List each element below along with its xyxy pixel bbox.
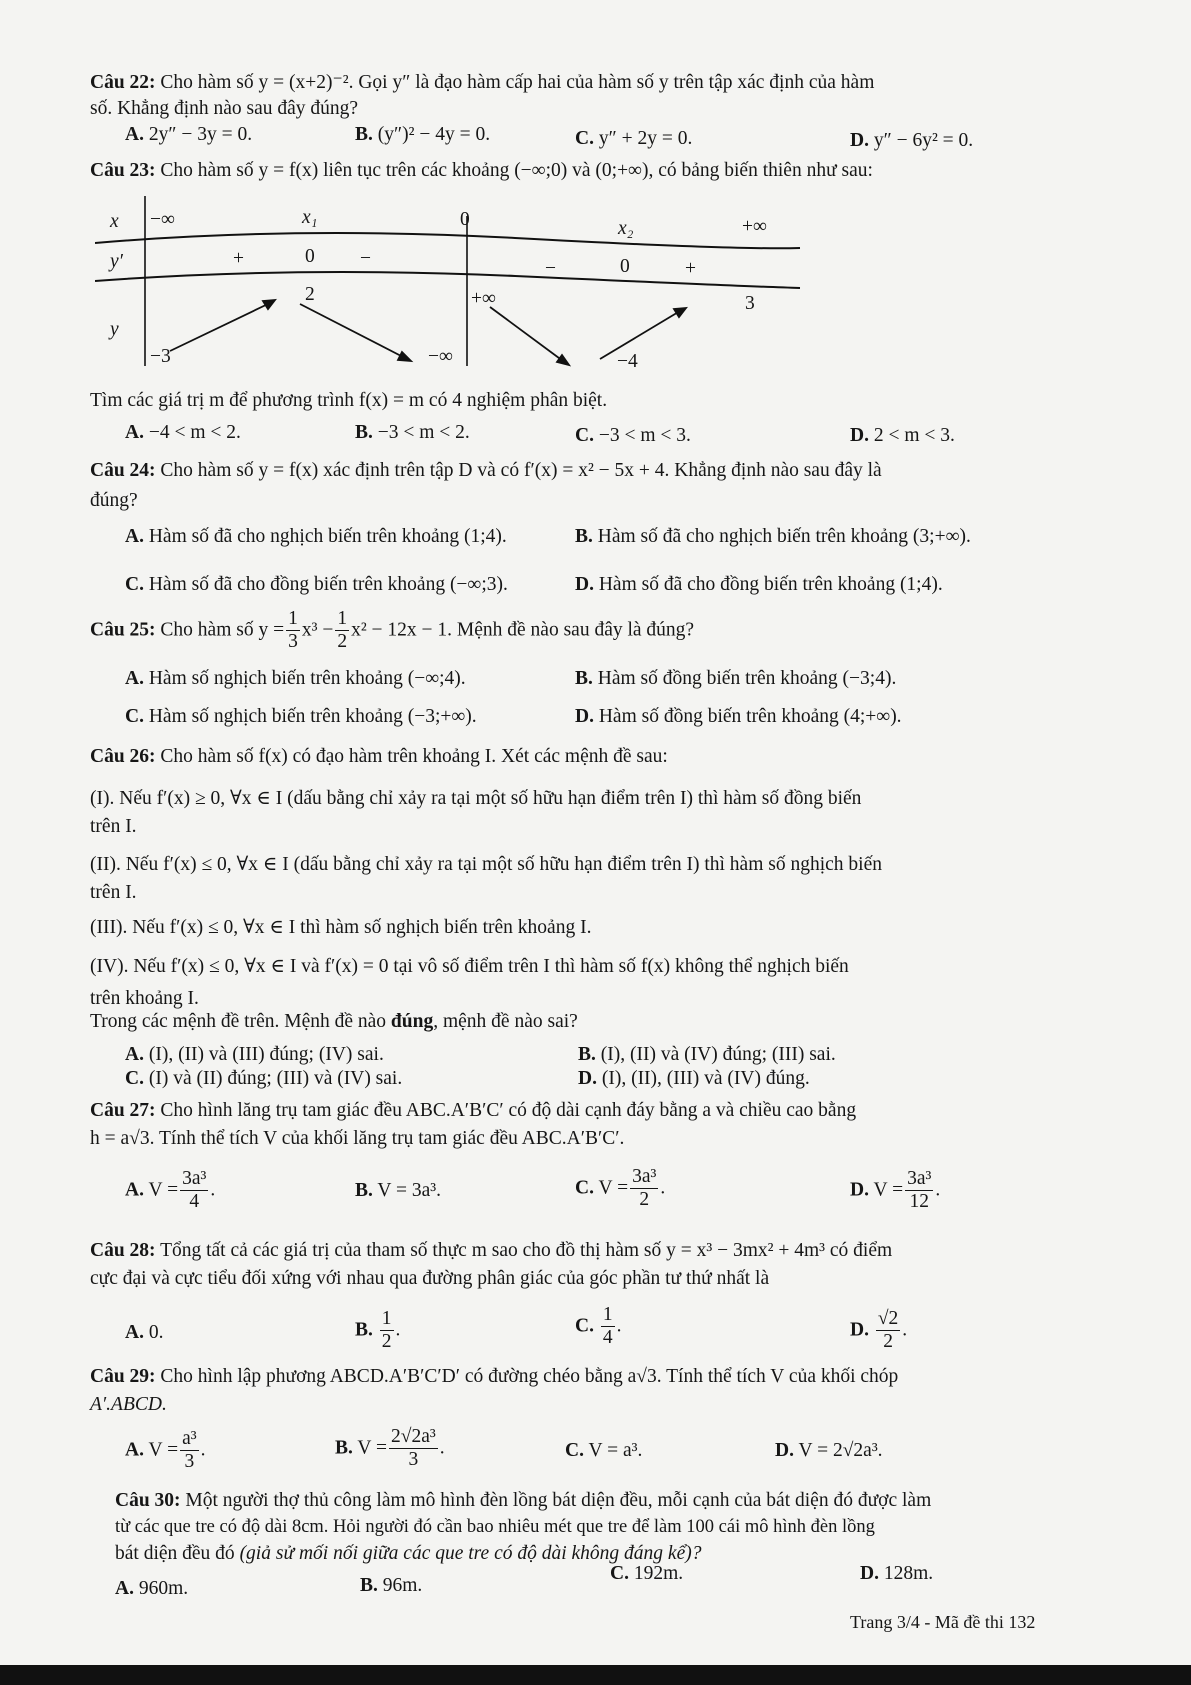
q29-option-a: A. V = $\frac{\text{a³}}{3}$ . [125,1428,206,1473]
y-val: −∞ [428,346,453,367]
q23-line2: Tìm các giá trị m để phương trình f(x) = m có 4 nghiệm phân biệt. [90,390,608,411]
question-text: Cho hàm số y = (x+2)⁻². Gọi y″ là đạo hàm cấp hai của hàm số y trên tập xác định của hàm [160,72,875,93]
q25-option-a: A. Hàm số nghịch biến trên khoảng (−∞;4). [125,668,466,689]
q26-line1: Câu 26: Cho hàm số f(x) có đạo hàm trên khoảng I. Xét các mệnh đề sau: [90,746,668,767]
q26-statement-3: (III). Nếu f′(x) ≤ 0, ∀x ∈ I thì hàm số nghịch biến trên khoảng I. [90,917,592,938]
x-val: −∞ [150,209,175,230]
page-footer: Trang 3/4 - Mã đề thi 132 [850,1612,1036,1632]
q24-option-a: A. Hàm số đã cho nghịch biến trên khoảng (1;4). [125,526,507,547]
q26-ask: Trong các mệnh đề trên. Mệnh đề nào đúng, mệnh đề nào sai? [90,1011,578,1032]
q25-option-d: D. Hàm số đồng biến trên khoảng (4;+∞). [575,706,902,727]
q27-option-a: A. V = $\frac{\text{3a³}}{4}$ . [125,1168,216,1213]
q24-option-b: B. Hàm số đã cho nghịch biến trên khoảng (3;+∞). [575,526,971,547]
q22-option-d: D. y″ − 6y² = 0. [850,130,974,151]
q22-line2: số. Khẳng định nào sau đây đúng? [90,98,359,119]
q29-line1: Câu 29: Cho hình lập phương ABCD.A′B′C′D′ có đường chéo bằng a√3. Tính thể tích V của khối chóp [90,1366,899,1387]
y-val: −3 [150,346,171,367]
fraction: $\frac{1}{2}$ [337,608,348,653]
q28-option-d: D. $\frac{√2}{2}$ . [850,1308,908,1353]
q27-option-d: D. V = $\frac{\text{3a³}}{12}$ . [850,1168,941,1213]
q30-line2: từ các que tre có độ dài 8cm. Hỏi người đó cần bao nhiêu mét que tre để làm 100 cái mô hình đèn lồng [115,1517,875,1537]
q23-option-a: A. −4 < m < 2. [125,422,241,443]
q26-option-b: B. (I), (II) và (IV) đúng; (III) sai. [578,1044,836,1065]
q28-line1: Câu 28: Tổng tất cả các giá trị của tham số thực m sao cho đồ thị hàm số y = x³ − 3mx² + 4m³ có điểm [90,1240,893,1261]
row-label-y: y [110,319,119,340]
q30-line1: Câu 30: Một người thợ thủ công làm mô hình đèn lồng bát diện đều, mỗi cạnh của bát diện đó được làm [115,1490,932,1511]
q26-statement-4: (IV). Nếu f′(x) ≤ 0, ∀x ∈ I và f′(x) = 0 tại vô số điểm trên I thì hàm số f(x) không thể nghịch biến [90,956,849,977]
q25-option-c: C. Hàm số nghịch biến trên khoảng (−3;+∞). [125,706,477,727]
q29-option-d: D. V = 2√2a³. [775,1440,883,1461]
q27-line1: Câu 27: Cho hình lăng trụ tam giác đều ABC.A′B′C′ có độ dài cạnh đáy bằng a và chiều cao bằng [90,1100,857,1121]
q26-statement-1: (I). Nếu f′(x) ≥ 0, ∀x ∈ I (dấu bằng chỉ xảy ra tại một số hữu hạn điểm trên I) thì hàm số đồng biến [90,788,862,809]
y-val: +∞ [471,288,496,309]
q23-option-d: D. 2 < m < 3. [850,425,955,446]
q29-line2: A′.ABCD. [90,1394,167,1415]
q22-line1 [90,70,874,94]
q29-option-c: C. V = a³. [565,1440,643,1461]
q30-option-c: C. 192m. [610,1563,684,1584]
row-label-x: x [110,211,119,232]
q30-option-b: B. 96m. [360,1575,423,1596]
q24-line1: Câu 24: Cho hàm số y = f(x) xác định trên tập D và có f′(x) = x² − 5x + 4. Khẳng định nào sau đây là [90,460,882,481]
scan-border [0,1665,1191,1685]
q24-option-c: C. Hàm số đã cho đồng biến trên khoảng (−∞;3). [125,574,508,595]
q22-option-b: B. (y″)² − 4y = 0. [355,124,491,145]
q24-option-d: D. Hàm số đã cho đồng biến trên khoảng (1;4). [575,574,943,595]
q25-option-b: B. Hàm số đồng biến trên khoảng (−3;4). [575,668,897,689]
q30-option-d: D. 128m. [860,1563,934,1584]
q27-option-c: C. V = $\frac{\text{3a³}}{2}$ . [575,1166,666,1211]
y-val: 2 [305,284,315,305]
q22-option-c: C. y″ + 2y = 0. [575,128,693,149]
fraction: $\frac{1}{3}$ [288,608,298,653]
q28-line2: cực đại và cực tiểu đối xứng với nhau qua đường phân giác của góc phần tư thứ nhất là [90,1268,770,1289]
x-val: 0 [460,209,470,230]
q26-option-a: A. (I), (II) và (III) đúng; (IV) sai. [125,1044,384,1065]
q27-option-b: B. V = 3a³. [355,1180,442,1201]
q29-option-b: B. V = $\frac{\text{2√2a³}}{3}$ . [335,1426,445,1471]
yp-sign: 0 [305,246,315,267]
question-label: Câu 22: [90,72,156,93]
yp-sign: + [685,258,696,279]
q26-option-d: D. (I), (II), (III) và (IV) đúng. [578,1068,810,1089]
q26-statement-4-cont: trên khoảng I. [90,988,199,1009]
q27-line2: h = a√3. Tính thể tích V của khối lăng trụ tam giác đều ABC.A′B′C′. [90,1128,625,1149]
q30-line3: bát diện đều đó (giả sử mối nối giữa các que tre có độ dài không đáng kể)? [115,1543,702,1564]
y-val: 3 [745,293,755,314]
yp-sign: 0 [620,256,630,277]
x-val: x₂ [618,218,634,239]
q28-option-a: A. 0. [125,1322,164,1343]
x-val: x₁ [302,207,318,228]
q22-option-a: A. 2y″ − 3y = 0. [125,124,253,145]
q23-option-b: B. −3 < m < 2. [355,422,470,443]
q26-statement-1-cont: trên I. [90,816,137,837]
q23-option-c: C. −3 < m < 3. [575,425,691,446]
q26-option-c: C. (I) và (II) đúng; (III) và (IV) sai. [125,1068,403,1089]
variation-table [95,196,815,371]
q24-line2: đúng? [90,490,138,511]
q25-line1: Câu 25: Cho hàm số y = $\frac{1}{3}$ x³ − $\frac{1}{2}$ x² − 12x − 1. Mệnh đề nào sau đây là đúng? [90,608,695,653]
yp-sign: + [233,248,244,269]
y-val: −4 [617,351,638,372]
q30-option-a: A. 960m. [115,1578,189,1599]
q26-statement-2: (II). Nếu f′(x) ≤ 0, ∀x ∈ I (dấu bằng chỉ xảy ra tại một số hữu hạn điểm trên I) thì hàm số nghịch biến [90,854,882,875]
row-label-yprime: y′ [110,251,123,272]
q28-option-b: B. $\frac{1}{2}$ . [355,1308,401,1353]
q28-option-c: C. $\frac{1}{4}$ . [575,1304,622,1349]
q23-line1: Câu 23: Cho hàm số y = f(x) liên tục trên các khoảng (−∞;0) và (0;+∞), có bảng biến thiên như sau: [90,160,873,181]
table-lines [95,196,815,371]
q26-statement-2-cont: trên I. [90,882,137,903]
x-val: +∞ [742,216,767,237]
yp-sign: − [545,258,556,279]
yp-sign: − [360,248,371,269]
